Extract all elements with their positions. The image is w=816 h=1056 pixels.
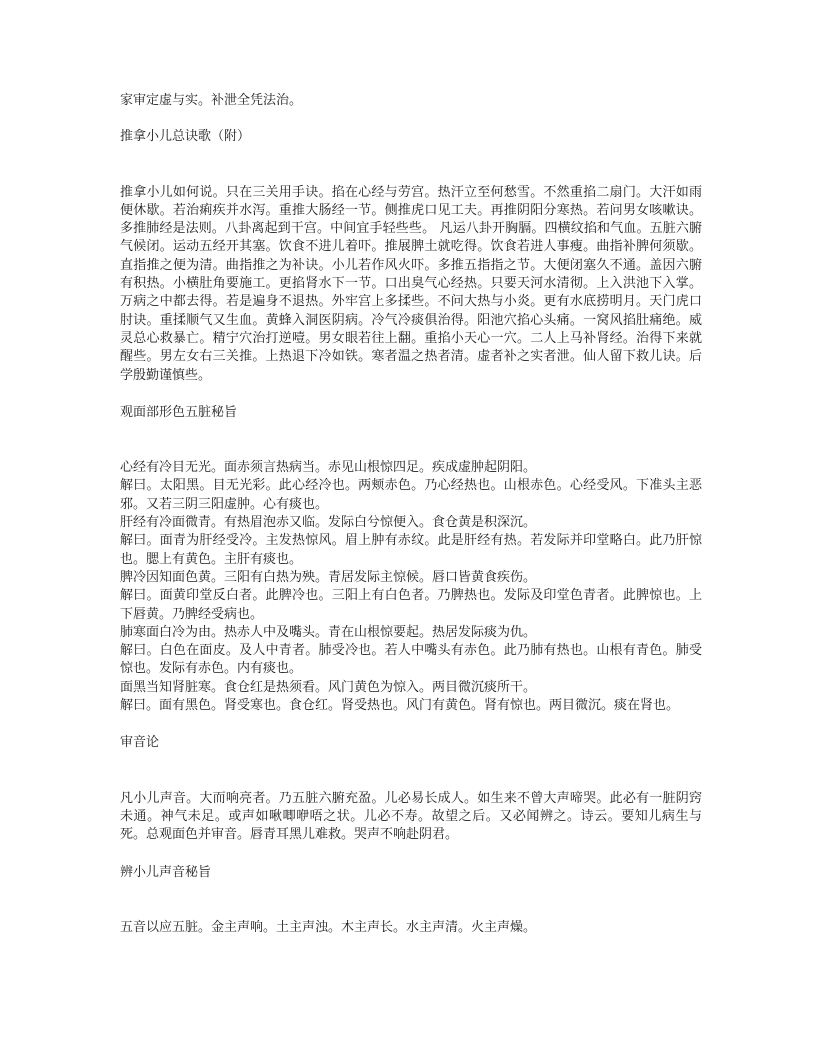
paragraph-five-tones: 五音以应五脏。金主声响。土主声浊。木主声长。水主声清。火主声燥。 (120, 919, 537, 935)
section-heading-face-colors: 观面部形色五脏秘旨 (120, 404, 238, 420)
paragraph-kidney-verse: 面黑当知肾脏寒。食仓红是热须看。风门黄色为惊入。两目微沉痰所干。 (120, 679, 537, 695)
paragraph-tuina-song: 推拿小儿如何说。只在三关用手诀。掐在心经与劳宫。热汗立至何愁雪。不然重掐二扇门。大汗如雨便休歇。若治痢疾并水泻。重推大肠经一节。侧推虎口见工夫。再推阴阳分寒热。若问男女咳嗽诀。多推肺经是法则。八卦离起到干宫。中间宜手轻些些。 凡运八卦开胸膈。四横纹掐和气血。五脏六腑气候闭。运动五经开其塞。饮食不进儿着吓。推展脾土就吃得。饮食若进人事瘦。曲指补脾何须歇。直指推之便为清。曲指推之为补诀。小儿若作风火吓。多推五指指之节。大便闭塞久不通。盖因六腑有积热。小横肚角要施工。更掐肾水下一节。口出臭气心经热。只要天河水清彻。上入洪池下入掌。万病之中都去得。若是遍身不退热。外牢宫上多揉些。不问大热与小炎。更有水底捞明月。天门虎口 肘诀。重揉顺气又生血。黄蜂入洞医阴病。冷气冷痰俱治得。阳池穴掐心头痛。一窝风掐肚痛绝。威灵总心救暴亡。精宁穴治打逆噎。男女眼若往上翻。重掐小天心一穴。二人上马补肾经。治得下来就醒些。男左女右三关推。上热退下冷如铁。寒者温之热者清。虚者补之实者泄。仙人留下救儿诀。后学殷勤谨慎些。 (120, 184, 702, 383)
paragraph-liver-verse: 肝经有冷面微青。有热眉泡赤又临。发际白兮惊便入。食仓黄是积深沉。 (120, 515, 537, 531)
paragraph-heart-explain: 解曰。太阳黑。目无光彩。此心经冷也。两颊赤色。乃心经热也。山根赤色。心经受风。下准头主恶邪。又若三阴三阳虚肿。心有痰也。 (120, 478, 702, 512)
section-heading-voice-theory: 审音论 (120, 735, 160, 751)
document-page (120, 92, 702, 937)
paragraph-lung-explain: 解曰。白色在面皮。及人中青者。肺受冷也。若人中嘴头有赤色。此乃肺有热也。山根有青色。肺受惊也。发际有赤色。内有痰也。 (120, 643, 702, 677)
paragraph-voice-theory: 凡小儿声音。大而响亮者。乃五脏六腑充盈。儿必易长成人。如生来不曾大声啼哭。此必有一脏阴窍未通。神气未足。或声如啾唧咿唔之状。儿必不寿。故望之后。又必闻辨之。诗云。要知儿病生与死。总观面色并审音。唇青耳黑儿难救。哭声不响赴阴君。 (120, 790, 702, 843)
paragraph-liver-explain: 解曰。面青为肝经受冷。主发热惊风。眉上肿有赤纹。此是肝经有热。若发际并印堂略白。此乃肝惊也。腮上有黄色。主肝有痰也。 (120, 533, 702, 567)
paragraph-spleen-verse: 脾冷因知面色黄。三阳有白热为殃。青居发际主惊候。唇口皆黄食疾伤。 (120, 569, 537, 585)
paragraph-kidney-explain: 解曰。面有黑色。肾受寒也。食仓红。肾受热也。风门有黄色。肾有惊也。两目微沉。痰在肾也。 (120, 698, 680, 714)
section-heading-voice-secrets: 辨小儿声音秘旨 (120, 864, 212, 880)
paragraph-heart-verse: 心经有冷目无光。面赤须言热病当。赤见山根惊四足。疾成虚肿起阴阳。 (120, 460, 537, 476)
intro-line: 家审定虚与实。补泄全凭法治。 (120, 93, 303, 108)
paragraph-lung-verse: 肺寒面白冷为由。热赤人中及嘴头。青在山根惊要起。热居发际痰为仇。 (120, 624, 537, 640)
section-heading-tuina-song: 推拿小儿总诀歌（附） (120, 129, 251, 145)
paragraph-spleen-explain: 解曰。面黄印堂反白者。此脾冷也。三阳上有白色者。乃脾热也。发际及印堂色青者。此脾惊也。上下唇黄。乃脾经受病也。 (120, 588, 702, 622)
